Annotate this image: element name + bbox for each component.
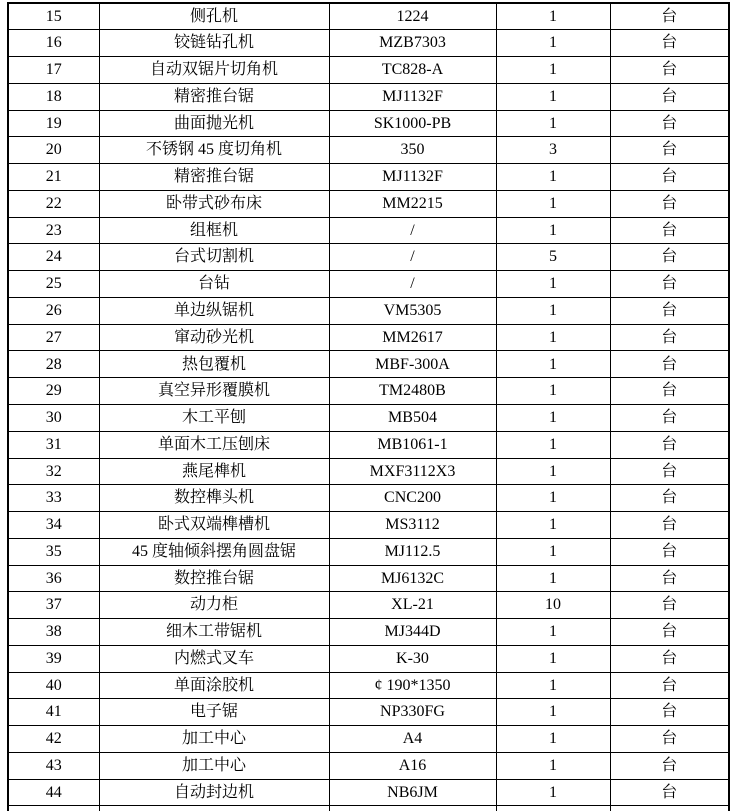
table-row [8,431,729,458]
cell-index: 29 [8,378,99,405]
cell-index: 35 [8,538,99,565]
cell-name: 真空异形覆膜机 [99,378,329,405]
cell-index: 26 [8,297,99,324]
table-row [8,271,729,298]
cell-name: 台钻 [99,271,329,298]
cell-unit: 台 [610,779,729,806]
cell-name: 曲面抛光机 [99,110,329,137]
cell-index: 24 [8,244,99,271]
cell-index: 25 [8,271,99,298]
cell-quantity: 1 [496,164,610,191]
table-body [8,3,729,811]
cell-name: 单边纵锯机 [99,297,329,324]
cell-index: 17 [8,57,99,84]
cell-index: 20 [8,137,99,164]
table-row [8,538,729,565]
cell-unit: 台 [610,297,729,324]
table-row [8,726,729,753]
cell-model [329,806,496,811]
cell-name: 卧式双端榫槽机 [99,512,329,539]
cell-index: 31 [8,431,99,458]
cell-model: K-30 [329,645,496,672]
table-row [8,645,729,672]
table-row [8,83,729,110]
table-row [8,164,729,191]
cell-name: 单面木工压刨床 [99,431,329,458]
cell-index: 40 [8,672,99,699]
cell-name: 不锈钢 45 度切角机 [99,137,329,164]
cell-model: / [329,271,496,298]
table-row [8,592,729,619]
cell-unit: 台 [610,83,729,110]
cell-quantity: 1 [496,297,610,324]
cell-unit: 台 [610,404,729,431]
cell-unit: 台 [610,485,729,512]
cell-quantity: 1 [496,83,610,110]
cell-quantity: 5 [496,244,610,271]
cell-name: 燕尾榫机 [99,458,329,485]
cell-quantity: 1 [496,726,610,753]
cell-model: XL-21 [329,592,496,619]
cell-model: ¢ 190*1350 [329,672,496,699]
cell-unit: 台 [610,512,729,539]
cell-name: 动力柜 [99,592,329,619]
cell-model: MJ344D [329,619,496,646]
cell-name [99,806,329,811]
cell-quantity: 3 [496,137,610,164]
cell-model: MXF3112X3 [329,458,496,485]
cell-name: 木工平刨 [99,404,329,431]
cell-unit: 台 [610,378,729,405]
cell-unit: 台 [610,217,729,244]
cell-unit: 台 [610,565,729,592]
cell-unit: 台 [610,30,729,57]
cell-unit [610,806,729,811]
cell-quantity: 1 [496,324,610,351]
cell-quantity [496,806,610,811]
cell-unit: 台 [610,3,729,30]
table-row [8,752,729,779]
cell-model: / [329,244,496,271]
cell-index: 19 [8,110,99,137]
table-row [8,137,729,164]
cell-index: 30 [8,404,99,431]
table-row [8,699,729,726]
cell-unit: 台 [610,726,729,753]
table-row [8,190,729,217]
cell-quantity: 1 [496,217,610,244]
table-row [8,110,729,137]
cell-model: MJ112.5 [329,538,496,565]
cell-name: 精密推台锯 [99,164,329,191]
cell-quantity: 1 [496,538,610,565]
cell-quantity: 1 [496,57,610,84]
cell-quantity: 1 [496,404,610,431]
cell-model: MJ6132C [329,565,496,592]
cell-name: 卧带式砂布床 [99,190,329,217]
cell-unit: 台 [610,137,729,164]
cell-model: A16 [329,752,496,779]
cell-name: 自动双锯片切角机 [99,57,329,84]
cell-index: 36 [8,565,99,592]
cell-index: 23 [8,217,99,244]
table-row [8,324,729,351]
cell-model: A4 [329,726,496,753]
cell-index: 34 [8,512,99,539]
cell-model: NB6JM [329,779,496,806]
table-row [8,297,729,324]
cell-name: 组框机 [99,217,329,244]
cell-index: 28 [8,351,99,378]
cell-quantity: 1 [496,30,610,57]
partial-next-row [8,806,729,811]
cell-name: 电子锯 [99,699,329,726]
cell-index [8,806,99,811]
cell-name: 热包覆机 [99,351,329,378]
cell-unit: 台 [610,244,729,271]
cell-unit: 台 [610,592,729,619]
cell-index: 38 [8,619,99,646]
cell-name: 内燃式叉车 [99,645,329,672]
cell-name: 45 度轴倾斜摆角圆盘锯 [99,538,329,565]
cell-model: SK1000-PB [329,110,496,137]
cell-model: MJ1132F [329,164,496,191]
table-row [8,619,729,646]
table-row [8,512,729,539]
cell-unit: 台 [610,672,729,699]
cell-unit: 台 [610,324,729,351]
table-row [8,458,729,485]
cell-quantity: 1 [496,271,610,298]
cell-model: CNC200 [329,485,496,512]
cell-unit: 台 [610,752,729,779]
cell-index: 22 [8,190,99,217]
cell-unit: 台 [610,458,729,485]
cell-quantity: 1 [496,458,610,485]
cell-name: 精密推台锯 [99,83,329,110]
table-row [8,779,729,806]
cell-quantity: 1 [496,110,610,137]
cell-quantity: 1 [496,565,610,592]
cell-index: 44 [8,779,99,806]
table-row [8,3,729,30]
cell-quantity: 1 [496,672,610,699]
cell-unit: 台 [610,431,729,458]
table-row [8,565,729,592]
cell-index: 32 [8,458,99,485]
cell-quantity: 1 [496,779,610,806]
table-row [8,217,729,244]
cell-quantity: 1 [496,351,610,378]
table-row [8,672,729,699]
cell-model: MBF-300A [329,351,496,378]
cell-model: MB504 [329,404,496,431]
table-row [8,57,729,84]
cell-model: VM5305 [329,297,496,324]
cell-model: NP330FG [329,699,496,726]
cell-unit: 台 [610,699,729,726]
cell-name: 铰链钻孔机 [99,30,329,57]
cell-unit: 台 [610,271,729,298]
table-row [8,485,729,512]
cell-unit: 台 [610,190,729,217]
cell-index: 43 [8,752,99,779]
cell-unit: 台 [610,538,729,565]
cell-unit: 台 [610,619,729,646]
cell-unit: 台 [610,110,729,137]
cell-model: MJ1132F [329,83,496,110]
table-row [8,378,729,405]
table-row [8,404,729,431]
cell-quantity: 1 [496,752,610,779]
cell-model: MB1061-1 [329,431,496,458]
cell-name: 单面涂胶机 [99,672,329,699]
cell-quantity: 1 [496,512,610,539]
cell-index: 18 [8,83,99,110]
cell-model: 350 [329,137,496,164]
cell-index: 33 [8,485,99,512]
cell-model: MS3112 [329,512,496,539]
cell-model: MM2215 [329,190,496,217]
cell-quantity: 1 [496,485,610,512]
cell-quantity: 1 [496,378,610,405]
cell-model: TC828-A [329,57,496,84]
equipment-table [7,2,730,811]
cell-quantity: 1 [496,431,610,458]
cell-quantity: 1 [496,190,610,217]
cell-quantity: 10 [496,592,610,619]
table-row [8,30,729,57]
cell-unit: 台 [610,351,729,378]
cell-name: 侧孔机 [99,3,329,30]
cell-index: 15 [8,3,99,30]
cell-index: 16 [8,30,99,57]
cell-index: 41 [8,699,99,726]
cell-name: 数控推台锯 [99,565,329,592]
cell-quantity: 1 [496,3,610,30]
cell-unit: 台 [610,57,729,84]
table-row [8,351,729,378]
cell-index: 27 [8,324,99,351]
cell-unit: 台 [610,645,729,672]
cell-index: 39 [8,645,99,672]
cell-index: 21 [8,164,99,191]
cell-model: / [329,217,496,244]
table-row [8,244,729,271]
cell-model: MM2617 [329,324,496,351]
cell-model: 1224 [329,3,496,30]
cell-quantity: 1 [496,645,610,672]
cell-name: 加工中心 [99,726,329,753]
cell-index: 37 [8,592,99,619]
cell-model: MZB7303 [329,30,496,57]
cell-name: 台式切割机 [99,244,329,271]
cell-quantity: 1 [496,699,610,726]
cell-model: TM2480B [329,378,496,405]
cell-index: 42 [8,726,99,753]
cell-name: 数控榫头机 [99,485,329,512]
cell-quantity: 1 [496,619,610,646]
cell-name: 自动封边机 [99,779,329,806]
cell-name: 加工中心 [99,752,329,779]
cell-name: 窜动砂光机 [99,324,329,351]
cell-unit: 台 [610,164,729,191]
cell-name: 细木工带锯机 [99,619,329,646]
